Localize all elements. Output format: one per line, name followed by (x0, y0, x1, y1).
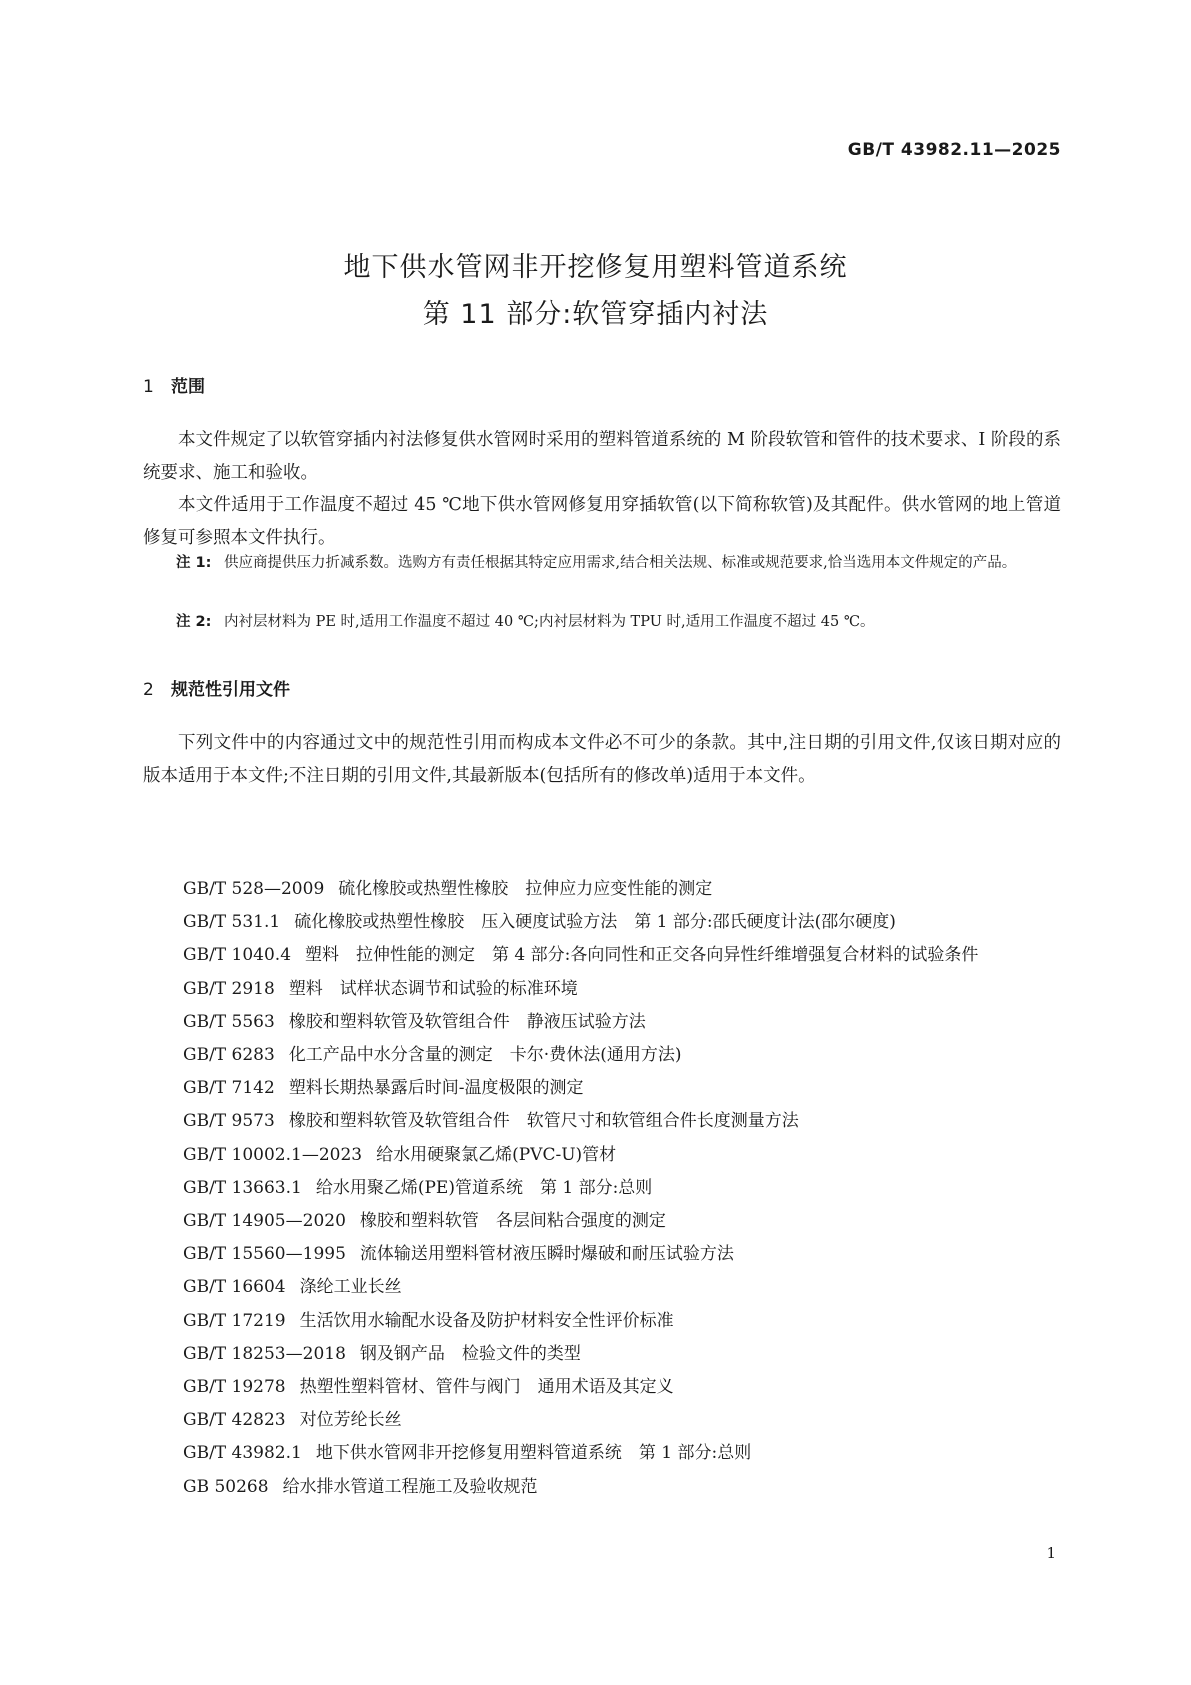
reference-title: 给水用硬聚氯乙烯(PVC-U)管材 (376, 1144, 617, 1165)
section-1-paragraph-2: 本文件适用于工作温度不超过 45 ℃地下供水管网修复用穿插软管(以下简称软管)及其配件。供水管网的地上管道修复可参照本文件执行。 (143, 495, 1061, 548)
reference-code: GB/T 18253—2018 (183, 1343, 346, 1364)
reference-title: 橡胶和塑料软管 各层间粘合强度的测定 (359, 1211, 666, 1232)
reference-code: GB/T 5563 (183, 1011, 275, 1032)
reference-code: GB/T 17219 (183, 1310, 286, 1331)
reference-code: GB/T 19278 (183, 1377, 286, 1398)
reference-title: 硫化橡胶或热塑性橡胶 拉伸应力应变性能的测定 (338, 879, 713, 899)
standard-code: GB/T 43982.11—2025 (847, 140, 1061, 160)
reference-title: 化工产品中水分含量的测定 卡尔·费休法(通用方法) (288, 1045, 682, 1066)
reference-code: GB/T 2918 (183, 978, 275, 999)
reference-title: 流体输送用塑料管材液压瞬时爆破和耐压试验方法 (359, 1244, 734, 1265)
reference-code: GB/T 528—2009 (183, 879, 325, 899)
reference-item (143, 1271, 1061, 1304)
note-1-label: 注 1: (176, 555, 212, 571)
reference-item (143, 1238, 1061, 1271)
reference-item (143, 1338, 1061, 1371)
note-2 (176, 608, 1061, 637)
reference-code: GB/T 42823 (183, 1410, 286, 1431)
reference-title: 地下供水管网非开挖修复用塑料管道系统 第 1 部分:总则 (315, 1443, 752, 1464)
reference-item (143, 1072, 1061, 1105)
reference-item (143, 1471, 1061, 1504)
reference-title: 钢及钢产品 检验文件的类型 (359, 1343, 581, 1364)
reference-title: 给水用聚乙烯(PE)管道系统 第 1 部分:总则 (315, 1177, 653, 1198)
reference-item (143, 1172, 1061, 1205)
reference-title: 塑料 试样状态调节和试验的标准环境 (288, 978, 578, 999)
reference-code: GB/T 15560—1995 (183, 1244, 346, 1265)
reference-item (143, 1039, 1061, 1072)
reference-item (143, 1205, 1061, 1238)
reference-code: GB/T 16604 (183, 1277, 286, 1298)
section-1-heading (143, 372, 205, 397)
note-2-text: 内衬层材料为 PE 时,适用工作温度不超过 40 ℃;内衬层材料为 TPU 时,适用工作温度不超过 45 ℃。 (224, 614, 875, 630)
reference-item (143, 1105, 1061, 1138)
reference-title: 橡胶和塑料软管及软管组合件 静液压试验方法 (288, 1011, 646, 1032)
reference-code: GB/T 9573 (183, 1111, 275, 1132)
page-number: 1 (1046, 1544, 1056, 1562)
reference-title: 生活饮用水输配水设备及防护材料安全性评价标准 (299, 1310, 674, 1331)
document-title-line1: 地下供水管网非开挖修复用塑料管道系统 (343, 252, 848, 283)
reference-title: 对位芳纶长丝 (299, 1410, 402, 1431)
reference-title: 塑料长期热暴露后时间-温度极限的测定 (288, 1078, 584, 1099)
reference-code: GB/T 10002.1—2023 (183, 1144, 363, 1165)
reference-item (143, 1305, 1061, 1338)
reference-title: 给水排水管道工程施工及验收规范 (282, 1476, 538, 1497)
reference-title: 热塑性塑料管材、管件与阀门 通用术语及其定义 (299, 1377, 674, 1398)
document-title-line2: 第 11 部分:软管穿插内衬法 (422, 299, 769, 330)
section-2-intro: 下列文件中的内容通过文中的规范性引用而构成本文件必不可少的条款。其中,注日期的引用文件,仅该日期对应的版本适用于本文件;不注日期的引用文件,其最新版本(包括所有的修改单)适用于本文件。 (143, 733, 1061, 786)
reference-code: GB/T 7142 (183, 1078, 275, 1099)
reference-item (143, 873, 1061, 906)
reference-code: GB/T 13663.1 (183, 1177, 302, 1198)
reference-code: GB/T 1040.4 (183, 945, 292, 966)
reference-item (143, 1006, 1061, 1039)
reference-title: 涤纶工业长丝 (299, 1277, 402, 1298)
reference-item (143, 973, 1061, 1006)
reference-code: GB/T 531.1 (183, 912, 281, 933)
reference-code: GB 50268 (183, 1476, 269, 1497)
reference-item (143, 1371, 1061, 1404)
reference-code: GB/T 14905—2020 (183, 1211, 346, 1232)
section-1-number: 1 (143, 377, 154, 397)
reference-list (143, 873, 1061, 1504)
reference-item (143, 939, 1061, 972)
reference-item (143, 1437, 1061, 1470)
section-2-title: 规范性引用文件 (171, 680, 290, 700)
reference-item (143, 1139, 1061, 1172)
reference-code: GB/T 6283 (183, 1045, 275, 1066)
reference-item (143, 906, 1061, 939)
note-2-label: 注 2: (176, 614, 212, 630)
reference-title: 塑料 拉伸性能的测定 第 4 部分:各向同性和正交各向异性纤维增强复合材料的试验条件 (305, 945, 979, 966)
reference-item (143, 1404, 1061, 1437)
section-1-title: 范围 (171, 377, 205, 397)
reference-title: 硫化橡胶或热塑性橡胶 压入硬度试验方法 第 1 部分:邵氏硬度计法(邵尔硬度) (294, 912, 896, 933)
section-1-paragraph-1: 本文件规定了以软管穿插内衬法修复供水管网时采用的塑料管道系统的 M 阶段软管和管件的技术要求、I 阶段的系统要求、施工和验收。 (143, 430, 1061, 483)
section-2-heading (143, 675, 290, 700)
reference-code: GB/T 43982.1 (183, 1443, 302, 1464)
section-2-number: 2 (143, 680, 154, 700)
note-1 (176, 549, 1061, 578)
reference-title: 橡胶和塑料软管及软管组合件 软管尺寸和软管组合件长度测量方法 (288, 1111, 799, 1132)
note-1-text: 供应商提供压力折减系数。选购方有责任根据其特定应用需求,结合相关法规、标准或规范要求,恰当选用本文件规定的产品。 (224, 555, 1017, 571)
